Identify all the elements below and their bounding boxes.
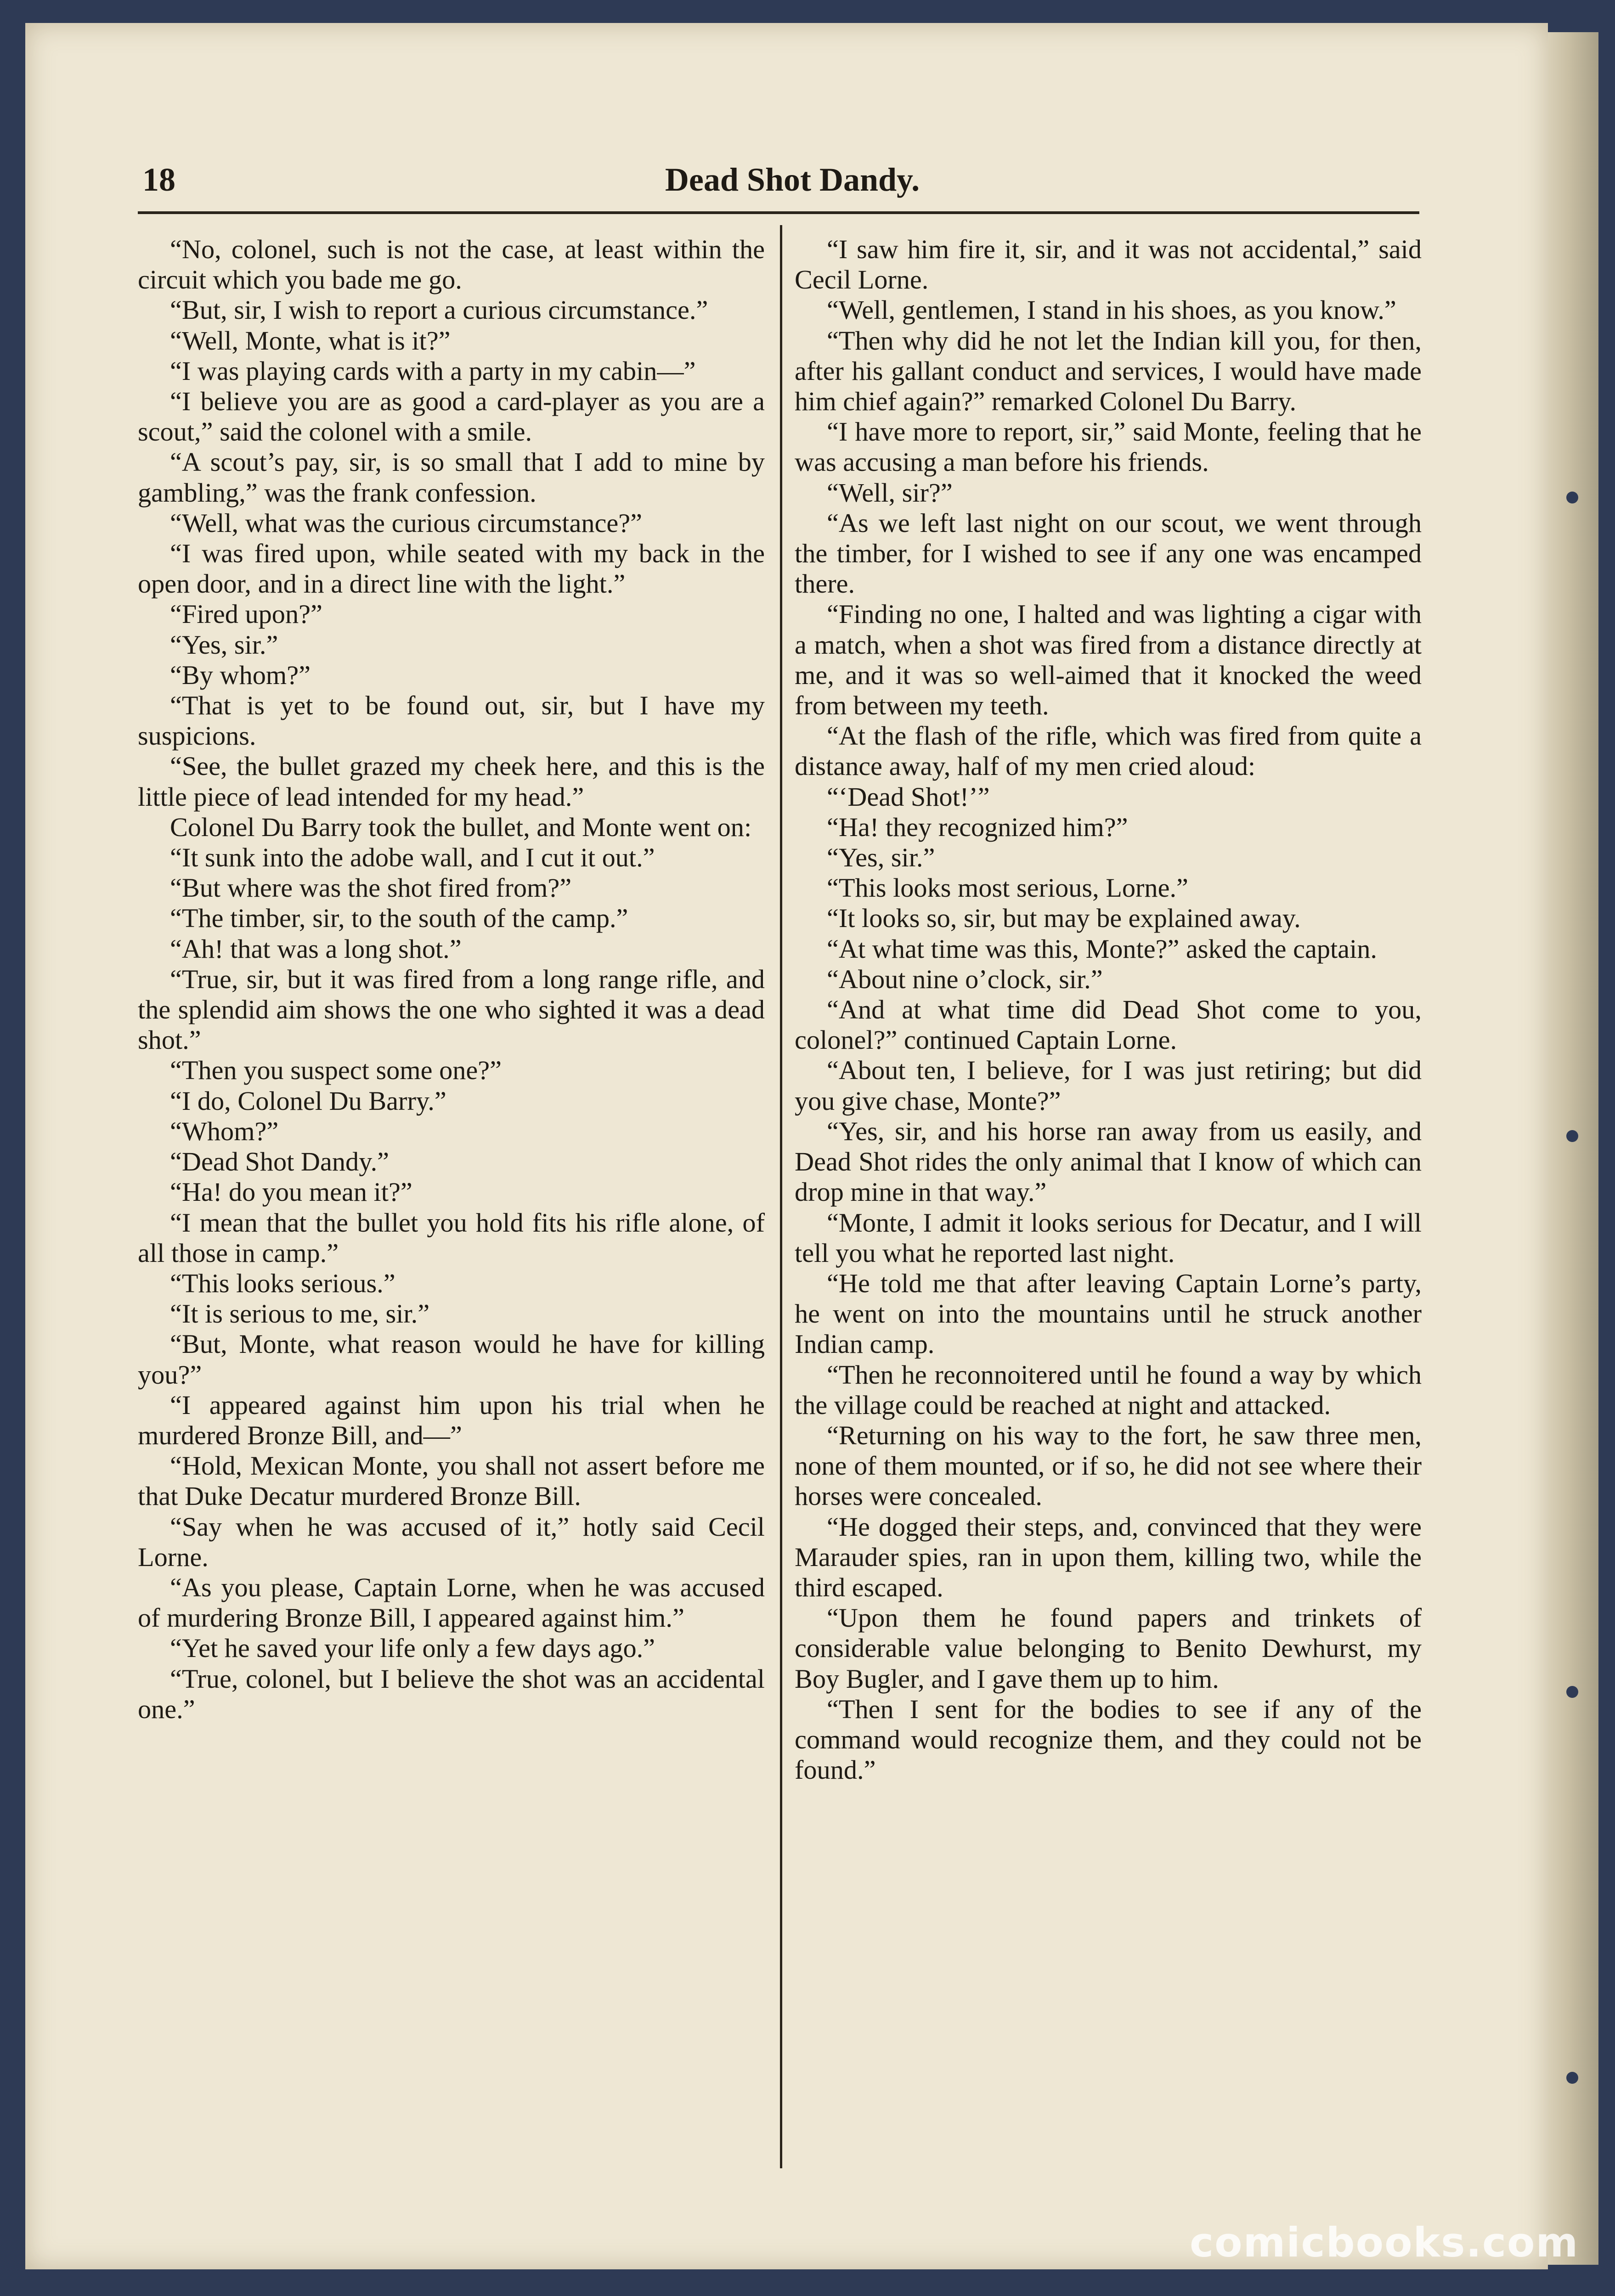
paragraph: “By whom?”	[170, 660, 311, 690]
paragraph: “But where was the shot fired from?”	[170, 873, 572, 903]
paragraph: “Monte, I admit it looks serious for Decatur, and I will tell you what he reported last night.	[795, 1207, 1422, 1268]
paragraph: “Then you suspect some one?”	[170, 1055, 502, 1086]
staple-hole	[1566, 492, 1578, 503]
paragraph: “At the flash of the rifle, which was fired from quite a distance away, half of my men cried aloud:	[795, 721, 1422, 781]
paragraph: “Whom?”	[170, 1116, 279, 1146]
staple-hole	[1566, 2072, 1578, 2084]
paragraph: “He dogged their steps, and, convinced that they were Marauder spies, ran in upon them, killing two, while the third escaped.	[795, 1511, 1422, 1602]
paragraph: “It looks so, sir, but may be explained away.	[827, 903, 1301, 933]
paragraph: Colonel Du Barry took the bullet, and Monte went on:	[170, 812, 752, 842]
page-number: 18	[142, 161, 175, 198]
paragraph: “Ha! they recognized him?”	[827, 812, 1128, 842]
right-column	[795, 234, 1422, 1785]
paragraph: “Yes, sir.”	[170, 629, 278, 660]
staple-hole	[1566, 1686, 1578, 1698]
paragraph: “Well, sir?”	[827, 477, 953, 508]
paragraph: “True, colonel, but I believe the shot was an accidental one.”	[138, 1663, 765, 1724]
paragraph: “Then why did he not let the Indian kill you, for then, after his gallant conduct and services, I would have made him chief again?” remarked Colonel Du Barry.	[795, 325, 1422, 417]
paragraph: “I do, Colonel Du Barry.”	[170, 1086, 446, 1116]
paragraph: “Returning on his way to the fort, he saw three men, none of them mounted, or if so, he did not see where their horses were concealed.	[795, 1420, 1422, 1511]
paragraph: “Upon them he found papers and trinkets of considerable value belonging to Benito Dewhurst, my Boy Bugler, and I gave them up to him.	[795, 1603, 1422, 1694]
paragraph: “Yet he saved your life only a few days ago.”	[170, 1633, 655, 1663]
page-header	[115, 152, 1470, 207]
paragraph: “At what time was this, Monte?” asked the captain.	[827, 933, 1377, 964]
paragraph: “This looks most serious, Lorne.”	[827, 873, 1188, 903]
paragraph: “True, sir, but it was fired from a long range rifle, and the splendid aim shows the one who sighted it was a dead shot.”	[138, 964, 765, 1055]
paragraph: “But, sir, I wish to report a curious circumstance.”	[170, 295, 708, 325]
paragraph: “About nine o’clock, sir.”	[827, 964, 1103, 994]
paragraph: “It sunk into the adobe wall, and I cut it out.”	[170, 843, 655, 873]
paragraph: “And at what time did Dead Shot come to you, colonel?” continued Captain Lorne.	[795, 995, 1422, 1055]
paragraph: “‘Dead Shot!’”	[827, 781, 990, 812]
paragraph: “That is yet to be found out, sir, but I have my suspicions.	[138, 690, 765, 751]
paragraph: “Yes, sir, and his horse ran away from us easily, and Dead Shot rides the only animal that I know of which can drop mine in that way.”	[795, 1116, 1422, 1207]
paragraph: “I saw him fire it, sir, and it was not accidental,” said Cecil Lorne.	[795, 234, 1422, 295]
paragraph: “About ten, I believe, for I was just retiring; but did you give chase, Monte?”	[795, 1055, 1422, 1116]
paragraph: “I believe you are as good a card-player as you are a scout,” said the colonel with a smile.	[138, 386, 765, 447]
paragraph: “But, Monte, what reason would he have for killing you?”	[138, 1329, 765, 1390]
left-column	[138, 234, 765, 1725]
paragraph: “Finding no one, I halted and was lighting a cigar with a match, when a shot was fired from a distance directly at me, and it was so well-aimed that it knocked the weed from between my teeth.	[795, 599, 1422, 721]
paragraph: “I have more to report, sir,” said Monte, feeling that he was accusing a man before his friends.	[795, 417, 1422, 477]
paragraph: “I was fired upon, while seated with my back in the open door, and in a direct line with the light.”	[138, 538, 765, 599]
paragraph: “He told me that after leaving Captain Lorne’s party, he went on into the mountains until he struck another Indian camp.	[795, 1268, 1422, 1359]
paragraph: “No, colonel, such is not the case, at least within the circuit which you bade me go.	[138, 234, 765, 295]
running-title: Dead Shot Dandy.	[665, 161, 920, 198]
paragraph: “Fired upon?”	[170, 599, 322, 629]
paragraph: “I was playing cards with a party in my cabin—”	[170, 356, 696, 386]
paragraph: “Hold, Mexican Monte, you shall not assert before me that Duke Decatur murdered Bronze Bill.	[138, 1451, 765, 1511]
paragraph: “As we left last night on our scout, we went through the timber, for I wished to see if any one was encamped there.	[795, 508, 1422, 599]
paragraph: “See, the bullet grazed my cheek here, and this is the little piece of lead intended for my head.”	[138, 751, 765, 812]
paragraph: “Then I sent for the bodies to see if any of the command would recognize them, and they could not be found.”	[795, 1694, 1422, 1785]
paragraph: “I appeared against him upon his trial when he murdered Bronze Bill, and—”	[138, 1390, 765, 1450]
paragraph: “Dead Shot Dandy.”	[170, 1147, 390, 1177]
paragraph: “Well, what was the curious circumstance?”	[170, 508, 643, 538]
paragraph: “A scout’s pay, sir, is so small that I add to mine by gambling,” was the frank confession.	[138, 447, 765, 508]
staple-hole	[1566, 1130, 1578, 1142]
paragraph: “Say when he was accused of it,” hotly said Cecil Lorne.	[138, 1511, 765, 1572]
site-watermark: comicbooks.com	[1190, 2219, 1579, 2266]
paragraph: “As you please, Captain Lorne, when he was accused of murdering Bronze Bill, I appeared against him.”	[138, 1572, 765, 1633]
column-divider	[780, 225, 782, 2168]
paragraph: “Ha! do you mean it?”	[170, 1177, 412, 1207]
paragraph: “It is serious to me, sir.”	[170, 1299, 430, 1329]
paragraph: “I mean that the bullet you hold fits his rifle alone, of all those in camp.”	[138, 1207, 765, 1268]
page-binding-edge	[1548, 32, 1598, 2265]
paragraph: “The timber, sir, to the south of the camp.”	[170, 903, 628, 933]
paragraph: “Yes, sir.”	[827, 843, 935, 873]
paragraph: “This looks serious.”	[170, 1268, 395, 1298]
paragraph: “Well, Monte, what is it?”	[170, 325, 451, 356]
header-rule	[138, 211, 1419, 214]
paragraph: “Then he reconnoitered until he found a way by which the village could be reached at night and attacked.	[795, 1359, 1422, 1420]
paragraph: “Ah! that was a long shot.”	[170, 933, 462, 964]
paragraph: “Well, gentlemen, I stand in his shoes, as you know.”	[827, 295, 1396, 325]
